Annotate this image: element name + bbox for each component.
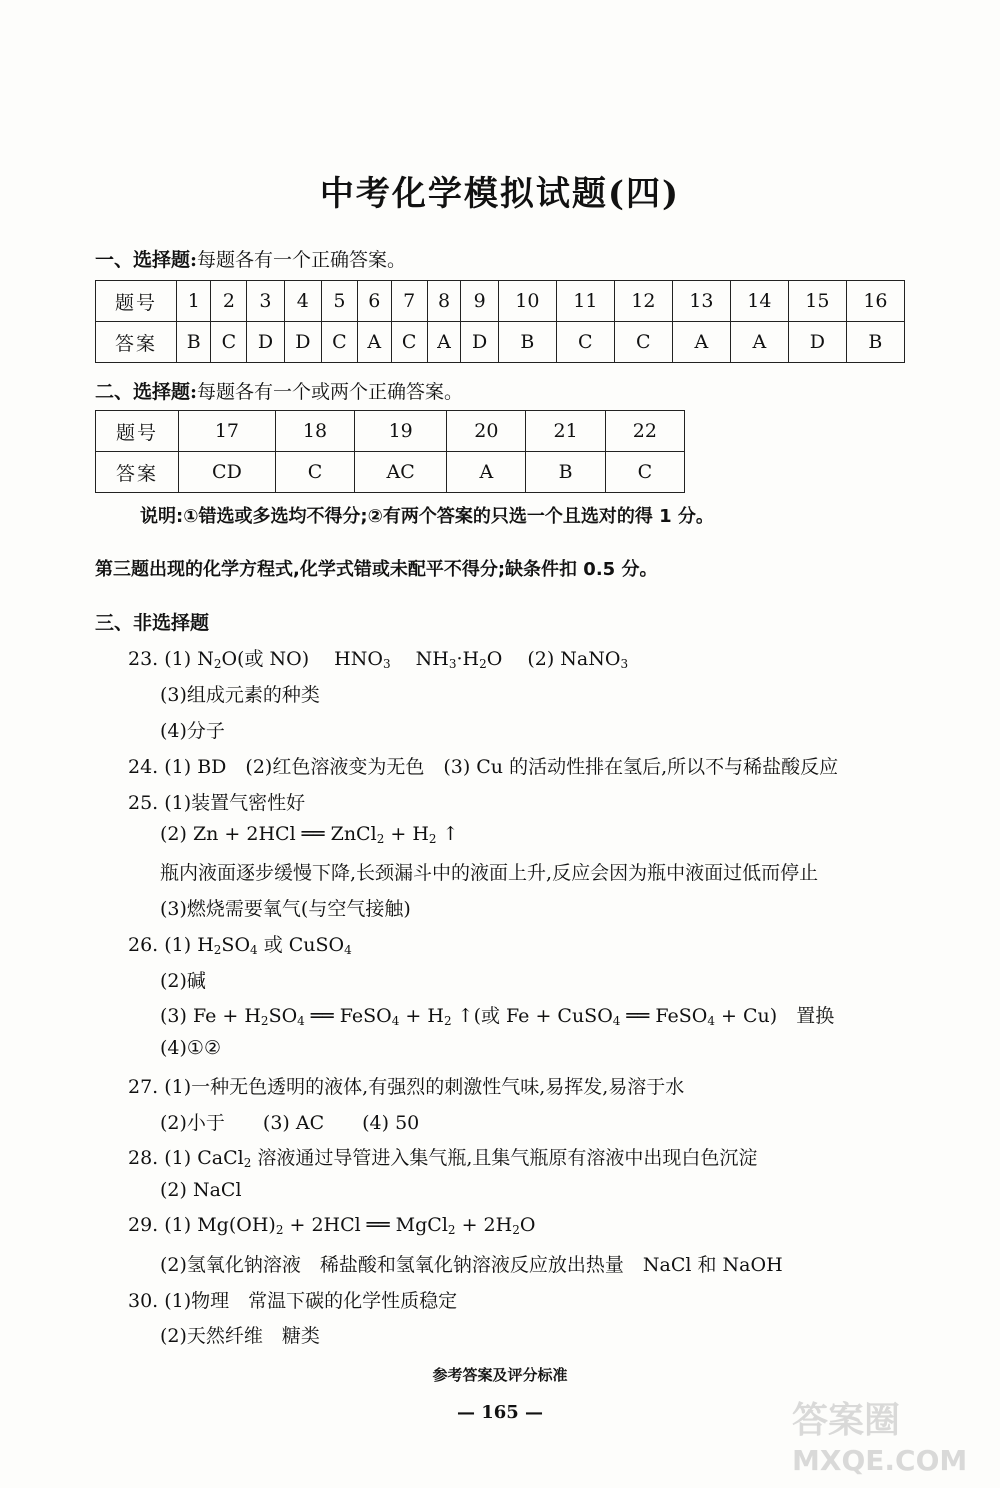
text: O(或 NO) HNO	[221, 648, 383, 670]
table1-question-cell: 4	[284, 281, 321, 322]
table1-question-cell: 2	[211, 281, 247, 322]
answer-23-1	[128, 644, 628, 671]
answer-27-1: 27. (1)一种无色透明的液体,有强烈的刺激性气味,易挥发,易溶于水	[128, 1076, 685, 1098]
answer-28-2: (2) NaCl	[160, 1179, 242, 1201]
table1-question-cell: 10	[498, 281, 556, 322]
table2-question-cell: 18	[275, 411, 354, 452]
subscript: 4	[297, 1014, 305, 1028]
text: SO	[268, 1005, 298, 1027]
watermark-logo	[782, 1390, 992, 1480]
answer-25-3: (3)燃烧需要氧气(与空气接触)	[160, 898, 411, 920]
subscript: 2	[260, 1014, 269, 1028]
subscript: 3	[620, 657, 629, 671]
table1-question-cell: 8	[427, 281, 461, 322]
subscript: 3	[448, 657, 457, 671]
answer-28-1	[128, 1143, 757, 1170]
table2-question-cell: 19	[355, 411, 447, 452]
table1-header-a: 答案	[96, 322, 177, 363]
answer-26-4: (4)①②	[160, 1037, 221, 1059]
answer-30-1: 30. (1)物理 常温下碳的化学性质稳定	[128, 1290, 458, 1312]
note-scoring: 说明:①错选或多选均不得分;②有两个答案的只选一个且选对的得 1 分。	[140, 506, 714, 527]
answer-23-4: (4)分子	[160, 720, 225, 742]
text: ↑	[436, 823, 459, 845]
answer-29-2: (2)氢氧化钠溶液 稀盐酸和氢氧化钠溶液反应放出热量 NaCl 和 NaOH	[160, 1254, 783, 1276]
table2-answer-cell: C	[275, 452, 354, 493]
table1-answer-cell: C	[614, 322, 672, 363]
text: 29. (1) Mg(OH)	[128, 1214, 276, 1236]
note-equations: 第三题出现的化学方程式,化学式错或未配平不得分;缺条件扣 0.5 分。	[95, 559, 658, 580]
table2-answer-cell: AC	[355, 452, 447, 493]
subscript: 2	[479, 657, 487, 671]
answer-26-2: (2)碱	[160, 970, 206, 992]
section1-heading-label: 一、选择题:	[95, 249, 198, 271]
subscript: 4	[391, 1014, 400, 1028]
text: 或 CuSO	[257, 934, 345, 956]
text: 23. (1) N	[128, 648, 214, 670]
subscript: 4	[344, 943, 352, 957]
subscript: 4	[707, 1014, 716, 1028]
table1-question-cell: 9	[461, 281, 498, 322]
subscript: 4	[612, 1014, 621, 1028]
answer-24: 24. (1) BD (2)红色溶液变为无色 (3) Cu 的活动性排在氢后,所以不与稀盐酸反应	[128, 756, 839, 778]
answer-25-2-detail: 瓶内液面逐步缓慢下降,长颈漏斗中的液面上升,反应会因为瓶中液面过低而停止	[160, 862, 819, 884]
table1-question-cell: 13	[672, 281, 730, 322]
text: (3) Fe + H	[160, 1005, 261, 1027]
table2-header-q: 题号	[96, 411, 179, 452]
text: 26. (1) H	[128, 934, 214, 956]
table1-question-cell: 15	[788, 281, 846, 322]
table1-answer-cell: C	[322, 322, 358, 363]
answer-26-1	[128, 930, 352, 957]
table1-answer-cell: B	[846, 322, 904, 363]
table1-question-cell: 14	[730, 281, 788, 322]
subscript: 2	[213, 943, 222, 957]
watermark-text-2: MXQE.COM	[792, 1444, 968, 1477]
text: ══ FeSO	[304, 1005, 392, 1027]
text: O	[519, 1214, 536, 1236]
subscript: 2	[447, 1223, 456, 1237]
text: ══ FeSO	[620, 1005, 708, 1027]
text: (2) Zn + 2HCl ══ ZnCl	[160, 823, 377, 845]
table2-header-a: 答案	[96, 452, 179, 493]
table2-question-cell: 22	[605, 411, 684, 452]
table1-question-cell: 3	[247, 281, 284, 322]
subscript: 2	[376, 832, 385, 846]
answer-23-3: (3)组成元素的种类	[160, 684, 320, 706]
table2-answer-cell: B	[526, 452, 605, 493]
table1-answer-cell: D	[247, 322, 284, 363]
table1-answer-cell: D	[788, 322, 846, 363]
text: SO	[221, 934, 251, 956]
text: + H	[384, 823, 429, 845]
table1-answer-cell: C	[391, 322, 427, 363]
text: 28. (1) CaCl	[128, 1147, 244, 1169]
page-title: 中考化学模拟试题(四)	[319, 174, 681, 214]
section3-heading	[95, 608, 209, 635]
answer-30-2: (2)天然纤维 糖类	[160, 1325, 320, 1347]
answer-29-1	[128, 1214, 535, 1237]
text: O (2) NaNO	[486, 648, 621, 670]
page-number: — 165 —	[456, 1402, 544, 1423]
table1-header-q: 题号	[96, 281, 177, 322]
answer-25-2	[160, 823, 459, 846]
table1-question-cell: 5	[322, 281, 358, 322]
answer-26-3	[160, 1001, 834, 1028]
watermark-graphic	[782, 1390, 992, 1480]
text: + 2HCl ══ MgCl	[283, 1214, 448, 1236]
footer-label: 参考答案及评分标准	[432, 1366, 568, 1384]
subscript: 2	[213, 657, 222, 671]
watermark-text-1: 答案圈	[792, 1400, 901, 1441]
text: + H	[399, 1005, 444, 1027]
answer-25-1: 25. (1)装置气密性好	[128, 792, 306, 814]
section2-heading-label: 二、选择题:	[95, 381, 198, 403]
table1-question-cell: 11	[556, 281, 614, 322]
table2-answer-cell: CD	[179, 452, 276, 493]
table2-question-cell: 21	[526, 411, 605, 452]
text: ↑(或 Fe + CuSO	[451, 1005, 613, 1027]
subscript: 3	[382, 657, 391, 671]
table1-answer-cell: B	[177, 322, 211, 363]
table1-answer-cell: D	[284, 322, 321, 363]
answer-table-2	[95, 410, 685, 493]
section2-desc: 每题各有一个或两个正确答案。	[197, 381, 464, 403]
table2-answer-cell: A	[447, 452, 526, 493]
table1-question-cell: 12	[614, 281, 672, 322]
table1-answer-cell: B	[498, 322, 556, 363]
section1-heading	[95, 245, 406, 272]
subscript: 2	[275, 1223, 284, 1237]
table1-answer-cell: C	[556, 322, 614, 363]
text: ·H	[456, 648, 480, 670]
table1-question-cell: 16	[846, 281, 904, 322]
table2-answer-cell: C	[605, 452, 684, 493]
subscript: 2	[428, 832, 437, 846]
answer-table-1	[95, 280, 905, 363]
text: + Cu) 置换	[715, 1005, 835, 1027]
section3-heading-label: 三、非选择题	[95, 612, 210, 634]
section2-heading	[95, 377, 463, 404]
text: NH	[390, 648, 449, 670]
text: 溶液通过导管进入集气瓶,且集气瓶原有溶液中出现白色沉淀	[251, 1147, 758, 1169]
table1-question-cell: 1	[177, 281, 211, 322]
table1-answer-cell: A	[730, 322, 788, 363]
subscript: 2	[443, 1014, 452, 1028]
table2-question-cell: 17	[179, 411, 276, 452]
table1-answer-cell: D	[461, 322, 498, 363]
table1-question-cell: 6	[357, 281, 391, 322]
section1-desc: 每题各有一个正确答案。	[197, 249, 407, 271]
answer-27-2: (2)小于 (3) AC (4) 50	[160, 1112, 420, 1134]
table1-answer-cell: A	[427, 322, 461, 363]
table1-answer-cell: C	[211, 322, 247, 363]
table1-question-cell: 7	[391, 281, 427, 322]
text: + 2H	[455, 1214, 513, 1236]
table1-answer-cell: A	[357, 322, 391, 363]
subscript: 4	[250, 943, 258, 957]
table1-answer-cell: A	[672, 322, 730, 363]
table2-question-cell: 20	[447, 411, 526, 452]
subscript: 2	[512, 1223, 520, 1237]
subscript: 2	[243, 1156, 252, 1170]
